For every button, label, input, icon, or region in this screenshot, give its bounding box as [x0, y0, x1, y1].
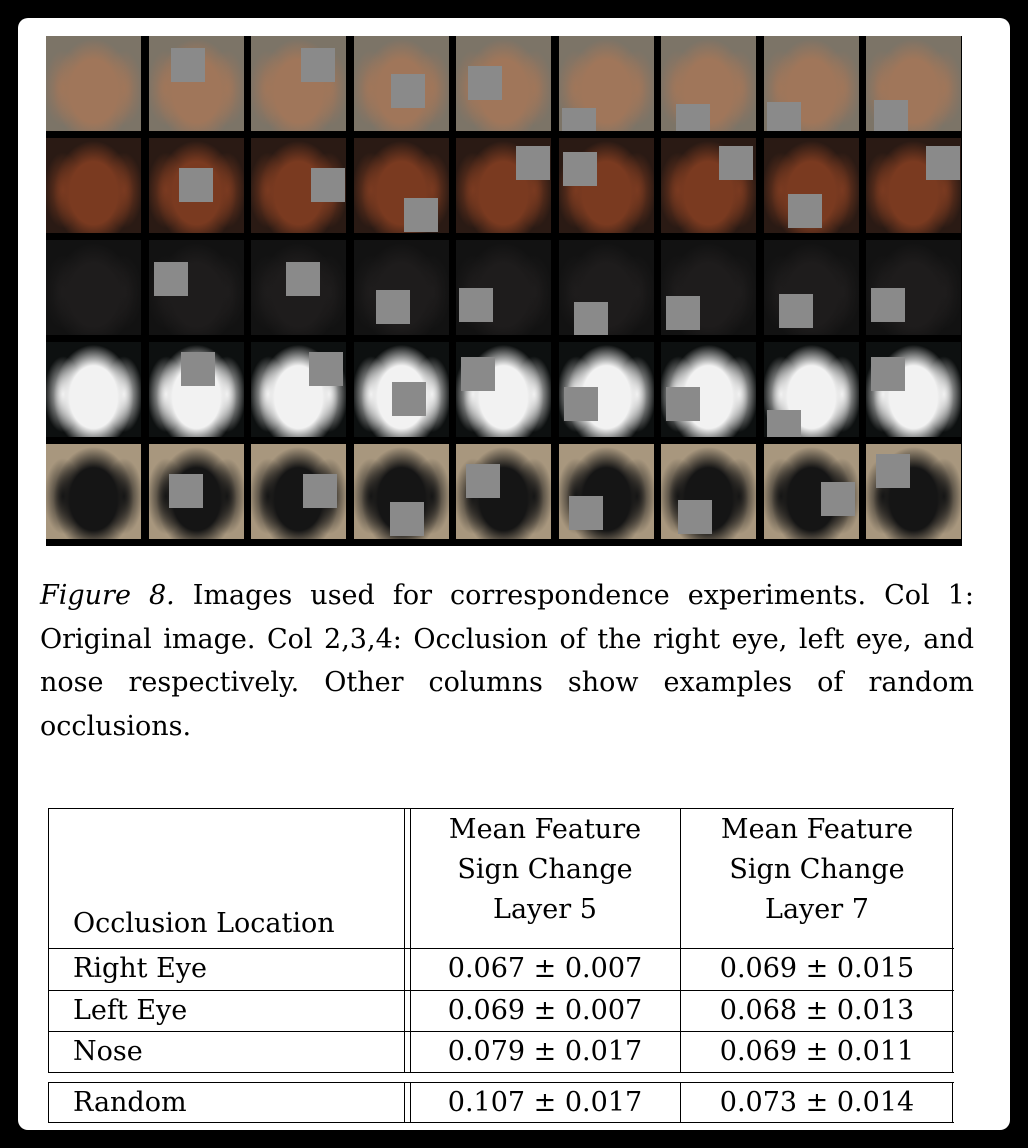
grid-image-black-puppy-carpet [866, 444, 961, 539]
paper-page [18, 18, 1010, 1130]
occluder-square [468, 66, 502, 100]
grid-image-black-dog-dark-room [46, 240, 141, 335]
grid-image-brown-spaniel-puppy [354, 138, 449, 233]
grid-image-basset-hound [764, 36, 859, 131]
occluder-square [678, 500, 712, 534]
table-row [48, 950, 954, 991]
dog-photo [46, 240, 141, 335]
occluder-square [871, 288, 905, 322]
occluder-square [390, 502, 424, 536]
occluder-square [821, 482, 855, 516]
occluder-square [676, 104, 710, 131]
table-rule [48, 1122, 954, 1123]
grid-image-white-dog [46, 342, 141, 437]
dog-photo [46, 138, 141, 233]
row-layer5: 0.079 ± 0.017 [447, 1036, 643, 1067]
occluder-square [376, 290, 410, 324]
row-location: Left Eye [73, 995, 188, 1026]
grid-image-basset-hound [661, 36, 756, 131]
occluder-square [311, 168, 345, 202]
grid-image-brown-spaniel-puppy [661, 138, 756, 233]
table-row [48, 1033, 954, 1074]
table-rule [48, 1082, 954, 1083]
row-layer5: 0.069 ± 0.007 [447, 995, 643, 1026]
occluder-square [516, 146, 550, 180]
occluder-square [788, 194, 822, 228]
row-layer7: 0.069 ± 0.015 [719, 953, 915, 984]
occluder-square [169, 474, 203, 508]
table-rule [48, 1031, 954, 1032]
occlusion-image-grid [46, 36, 962, 546]
row-layer7: 0.068 ± 0.013 [719, 995, 915, 1026]
grid-image-basset-hound [149, 36, 244, 131]
table-row [48, 1084, 954, 1124]
occluder-square [574, 302, 608, 335]
occluder-square [459, 288, 493, 322]
occluder-square [391, 74, 425, 108]
grid-image-basset-hound [456, 36, 551, 131]
header-layer5 [410, 808, 680, 950]
grid-image-black-puppy-carpet [46, 444, 141, 539]
header-layer5-line2: Sign Change [457, 854, 633, 885]
grid-image-brown-spaniel-puppy [46, 138, 141, 233]
row-location: Nose [73, 1036, 143, 1067]
grid-image-white-dog [149, 342, 244, 437]
grid-image-basset-hound [251, 36, 346, 131]
occluder-square [563, 152, 597, 186]
grid-image-black-dog-dark-room [764, 240, 859, 335]
figure-label: Figure 8. [40, 580, 175, 611]
grid-image-brown-spaniel-puppy [866, 138, 961, 233]
grid-image-black-puppy-carpet [354, 444, 449, 539]
table-rule [48, 1072, 954, 1073]
grid-image-basset-hound [46, 36, 141, 131]
grid-image-basset-hound [866, 36, 961, 131]
grid-image-brown-spaniel-puppy [456, 138, 551, 233]
grid-image-basset-hound [559, 36, 654, 131]
occluder-square [181, 352, 215, 386]
header-layer7-line3: Layer 7 [765, 894, 869, 925]
row-location: Random [73, 1087, 187, 1118]
occluder-square [874, 100, 908, 131]
occluder-square [286, 262, 320, 296]
occluder-square [719, 146, 753, 180]
grid-image-black-puppy-carpet [559, 444, 654, 539]
grid-image-black-puppy-carpet [456, 444, 551, 539]
grid-image-black-dog-dark-room [559, 240, 654, 335]
grid-image-white-dog [661, 342, 756, 437]
row-layer5: 0.107 ± 0.017 [447, 1087, 643, 1118]
row-layer7: 0.069 ± 0.011 [719, 1036, 915, 1067]
header-occlusion-location: Occlusion Location [73, 908, 335, 939]
table-rule [48, 948, 954, 949]
figure-caption-text: Images used for correspondence experiments. Col 1: Original image. Col 2,3,4: Occlusion of the right eye, left eye, and nose respectively. Other columns show examples of random occlusions. [40, 580, 974, 742]
grid-image-black-dog-dark-room [866, 240, 961, 335]
grid-image-basset-hound [354, 36, 449, 131]
table-header-row [48, 808, 954, 950]
occluder-square [179, 168, 213, 202]
grid-image-black-dog-dark-room [456, 240, 551, 335]
occluder-square [392, 382, 426, 416]
occluder-square [562, 108, 596, 131]
sign-change-table [48, 808, 954, 1124]
grid-image-black-dog-dark-room [251, 240, 346, 335]
grid-image-black-puppy-carpet [661, 444, 756, 539]
dog-photo [46, 342, 141, 437]
occluder-square [309, 352, 343, 386]
grid-image-brown-spaniel-puppy [764, 138, 859, 233]
header-layer7 [680, 808, 954, 950]
grid-image-brown-spaniel-puppy [559, 138, 654, 233]
grid-image-black-puppy-carpet [149, 444, 244, 539]
occluder-square [461, 357, 495, 391]
grid-image-white-dog [559, 342, 654, 437]
grid-image-white-dog [354, 342, 449, 437]
occluder-square [926, 146, 960, 180]
header-layer7-line2: Sign Change [729, 854, 905, 885]
dog-photo [46, 444, 141, 539]
occluder-square [569, 496, 603, 530]
header-layer5-line1: Mean Feature [448, 814, 642, 845]
occluder-square [767, 410, 801, 437]
occluder-square [466, 464, 500, 498]
grid-image-black-dog-dark-room [149, 240, 244, 335]
grid-image-black-dog-dark-room [661, 240, 756, 335]
row-layer5: 0.067 ± 0.007 [447, 953, 643, 984]
grid-image-white-dog [764, 342, 859, 437]
occluder-square [404, 198, 438, 232]
header-layer7-line1: Mean Feature [720, 814, 914, 845]
occluder-square [666, 296, 700, 330]
grid-image-white-dog [866, 342, 961, 437]
grid-image-white-dog [251, 342, 346, 437]
occluder-square [303, 474, 337, 508]
occluder-square [666, 387, 700, 421]
header-layer5-line3: Layer 5 [493, 894, 597, 925]
table-rule [48, 808, 954, 809]
occluder-square [154, 262, 188, 296]
occluder-square [767, 102, 801, 131]
figure-caption [40, 574, 974, 748]
table-row [48, 991, 954, 1033]
row-layer7: 0.073 ± 0.014 [719, 1087, 915, 1118]
occluder-square [876, 454, 910, 488]
table-rule [48, 990, 954, 991]
occluder-square [564, 387, 598, 421]
dog-photo [46, 36, 141, 131]
row-location: Right Eye [73, 953, 208, 984]
occluder-square [779, 294, 813, 328]
grid-image-black-puppy-carpet [764, 444, 859, 539]
grid-image-brown-spaniel-puppy [149, 138, 244, 233]
grid-image-black-puppy-carpet [251, 444, 346, 539]
occluder-square [871, 357, 905, 391]
grid-image-white-dog [456, 342, 551, 437]
grid-image-black-dog-dark-room [354, 240, 449, 335]
occluder-square [171, 48, 205, 82]
occluder-square [301, 48, 335, 82]
grid-image-brown-spaniel-puppy [251, 138, 346, 233]
